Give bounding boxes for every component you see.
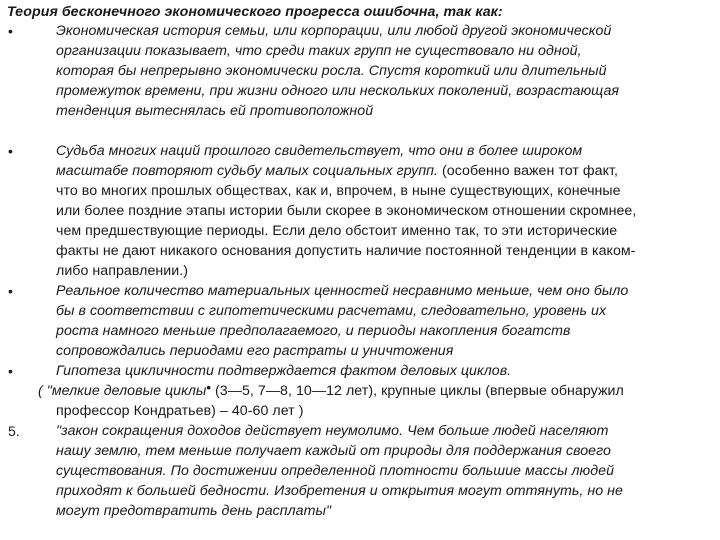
bullet-marker: • xyxy=(8,143,13,159)
item5-line: "закон сокращения доходов действует неумолимо. Чем больше людей населяют xyxy=(56,423,609,439)
page-title: Теория бесконечного экономического прогресса ошибочна, так как: xyxy=(7,4,503,20)
item5-line: нашу землю, тем меньше получает каждый от природы для поддержания своего xyxy=(56,443,611,459)
cycles-note-line2: профессор Кондратьев) – 40-60 лет ) xyxy=(56,403,304,419)
item2-line: Судьба многих наций прошлого свидетельствует, что они в более широком xyxy=(56,143,583,159)
item1-line: Экономическая история семьи, или корпорации, или любой другой экономической xyxy=(56,23,612,39)
item2-line: или более поздние этапы истории были скорее в экономическом отношении скромнее, xyxy=(56,203,637,219)
cycles-note-open: ( "мелкие деловые циклы xyxy=(38,383,207,399)
cycles-note-rest: (3—5, 7—8, 10—12 лет), крупные циклы (впервые обнаружил xyxy=(211,383,624,399)
bullet-marker: • xyxy=(8,363,13,379)
item5-line: приходят к большей бедности. Изобретения и открытия могут оттянуть, но не xyxy=(56,483,623,499)
item1-line: организации показывает, что среди таких групп не существовало ни одной, xyxy=(56,43,582,59)
bullet-marker: • xyxy=(8,23,13,39)
item5-number: 5. xyxy=(8,423,20,439)
item3-line: бы в соответствии с гипотетическими расчетами, следовательно, уровень их xyxy=(56,303,607,319)
item2-regular-part: (особенно важен тот факт, xyxy=(438,163,618,179)
cycles-note-dot: • xyxy=(206,380,212,395)
item4-line: Гипотеза цикличности подтверждается фактом деловых циклов. xyxy=(56,363,512,379)
item1-line: которая бы непрерывно экономически росла. Спустя короткий или длительный xyxy=(56,63,607,79)
cycles-note-line xyxy=(38,382,624,400)
item5-line: существования. По достижении определенной плотности большие массы людей xyxy=(56,463,615,479)
item2-line: либо направлении.) xyxy=(56,263,188,279)
item3-line: сопровождались периодами его растраты и уничтожения xyxy=(56,343,454,359)
item5-line: могут предотвратить день расплаты" xyxy=(56,503,332,519)
item2-line: что во многих прошлых обществах, как и, впрочем, в ныне существующих, конечные xyxy=(56,183,621,199)
item3-line: роста намного меньше предполагаемого, и периоды накопления богатств xyxy=(56,323,571,339)
item2-line: чем предшествующие периоды. Если дело обстоит именно так, то эти исторические xyxy=(56,223,618,239)
item1-line: тенденция вытеснялась ей противоположной xyxy=(56,103,374,119)
item2-line: факты не дают никакого основания допустить наличие постоянной тенденции в каком- xyxy=(56,243,636,259)
item2-italic-part: масштабе повторяют судьбу малых социальных групп. xyxy=(56,163,439,179)
item3-line: Реальное количество материальных ценностей несравнимо меньше, чем оно было xyxy=(56,283,629,299)
item2-line xyxy=(56,162,618,180)
item1-line: промежуток времени, при жизни одного или нескольких поколений, возрастающая xyxy=(56,83,620,99)
bullet-marker: • xyxy=(8,283,13,299)
